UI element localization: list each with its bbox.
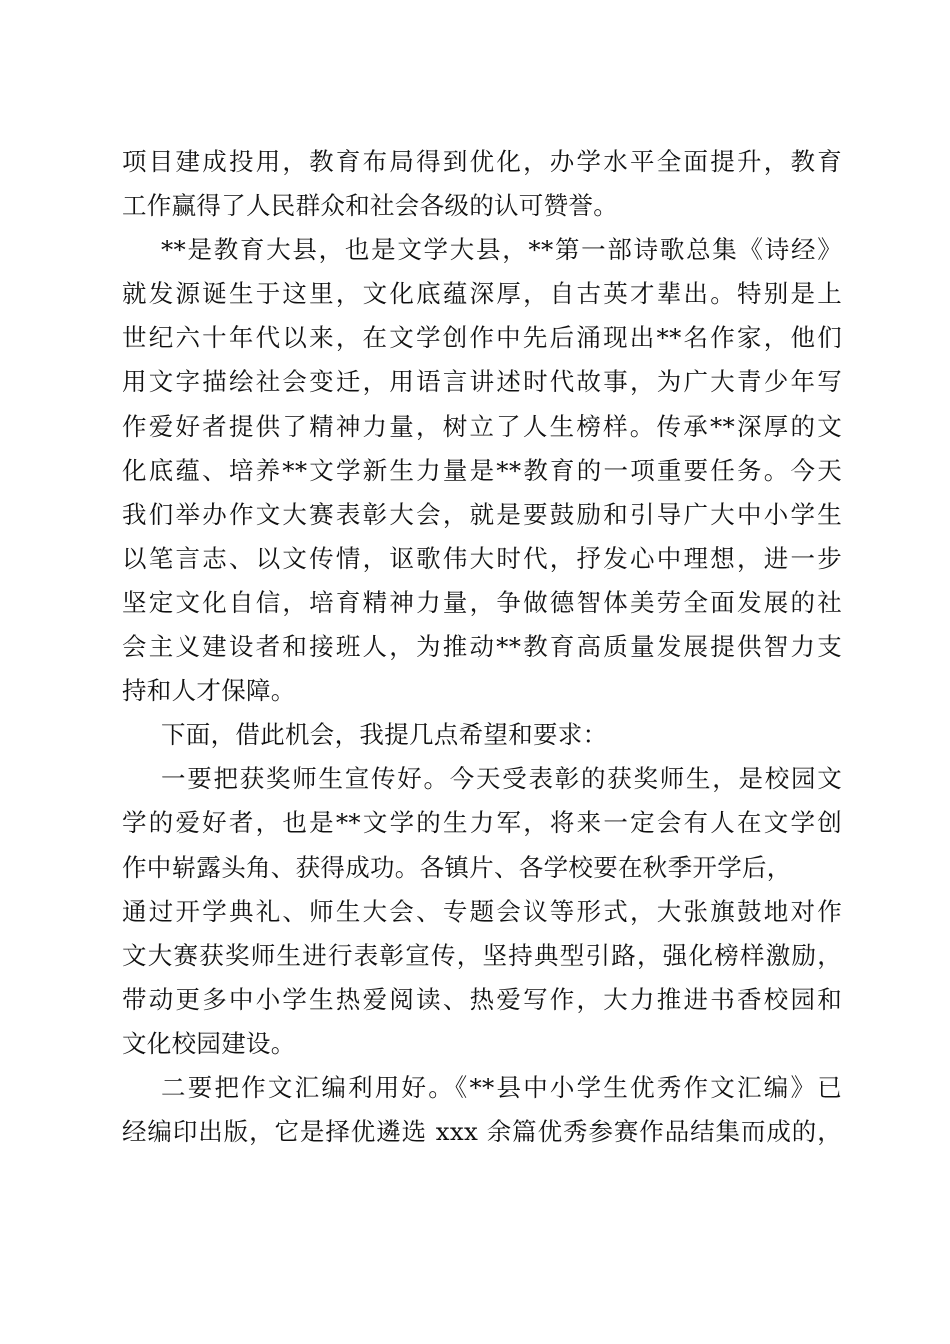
paragraph <box>122 757 842 1066</box>
text-line: 我们举办作文大赛表彰大会，就是要鼓励和引导广大中小学生 <box>122 499 842 529</box>
text-line: 项目建成投用，教育布局得到优化，办学水平全面提升，教育 <box>122 147 842 176</box>
text-line: 持和人才保障。 <box>122 676 296 706</box>
text-line: 文化校园建设。 <box>122 1028 296 1058</box>
text-line: 坚定文化自信，培育精神力量，争做德智体美劳全面发展的社 <box>122 587 842 617</box>
paragraph <box>122 140 842 228</box>
text-line: **是教育大县，也是文学大县，**第一部诗歌总集《诗经》 <box>161 235 842 265</box>
text-line: 用文字描绘社会变迁，用语言讲述时代故事，为广大青少年写 <box>122 367 842 397</box>
text-line: 带动更多中小学生热爱阅读、热爱写作，大力推进书香校园和 <box>122 984 842 1014</box>
text-line: 作爱好者提供了精神力量，树立了人生榜样。传承**深厚的文 <box>122 411 842 441</box>
paragraph <box>122 713 842 757</box>
text-line: 会主义建设者和接班人，为推动**教育高质量发展提供智力支 <box>122 632 842 662</box>
text-line: 下面，借此机会，我提几点希望和要求： <box>161 720 608 750</box>
text-line: 作中崭露头角、获得成功。各镇片、各学校要在秋季开学后， <box>122 852 792 882</box>
text-line: 就发源诞生于这里，文化底蕴深厚，自古英才辈出。特别是上 <box>122 279 842 309</box>
paragraph <box>122 1066 842 1154</box>
text-line: 二要把作文汇编利用好。《**县中小学生优秀作文汇编》已 <box>161 1072 842 1102</box>
text-line: 一要把获奖师生宣传好。今天受表彰的获奖师生，是校园文 <box>161 764 842 794</box>
text-line: 学的爱好者，也是**文学的生力军，将来一定会有人在文学创 <box>122 808 842 838</box>
paragraph <box>122 228 842 713</box>
text-line: 世纪六十年代以来，在文学创作中先后涌现出**名作家，他们 <box>122 323 842 353</box>
text-line: 工作赢得了人民群众和社会各级的认可赞誉。 <box>122 191 618 221</box>
document-body <box>122 140 842 1154</box>
text-line: 文大赛获奖师生进行表彰宣传，坚持典型引路，强化榜样激励， <box>122 940 842 970</box>
text-line: 化底蕴、培养**文学新生力量是**教育的一项重要任务。今天 <box>122 455 842 485</box>
text-line: 通过开学典礼、师生大会、专题会议等形式，大张旗鼓地对作 <box>122 896 842 926</box>
text-line: 以笔言志、以文传情，讴歌伟大时代，抒发心中理想，进一步 <box>122 543 842 573</box>
text-line: 经编印出版，它是择优遴选 xxx 余篇优秀参赛作品结集而成的， <box>122 1117 842 1147</box>
